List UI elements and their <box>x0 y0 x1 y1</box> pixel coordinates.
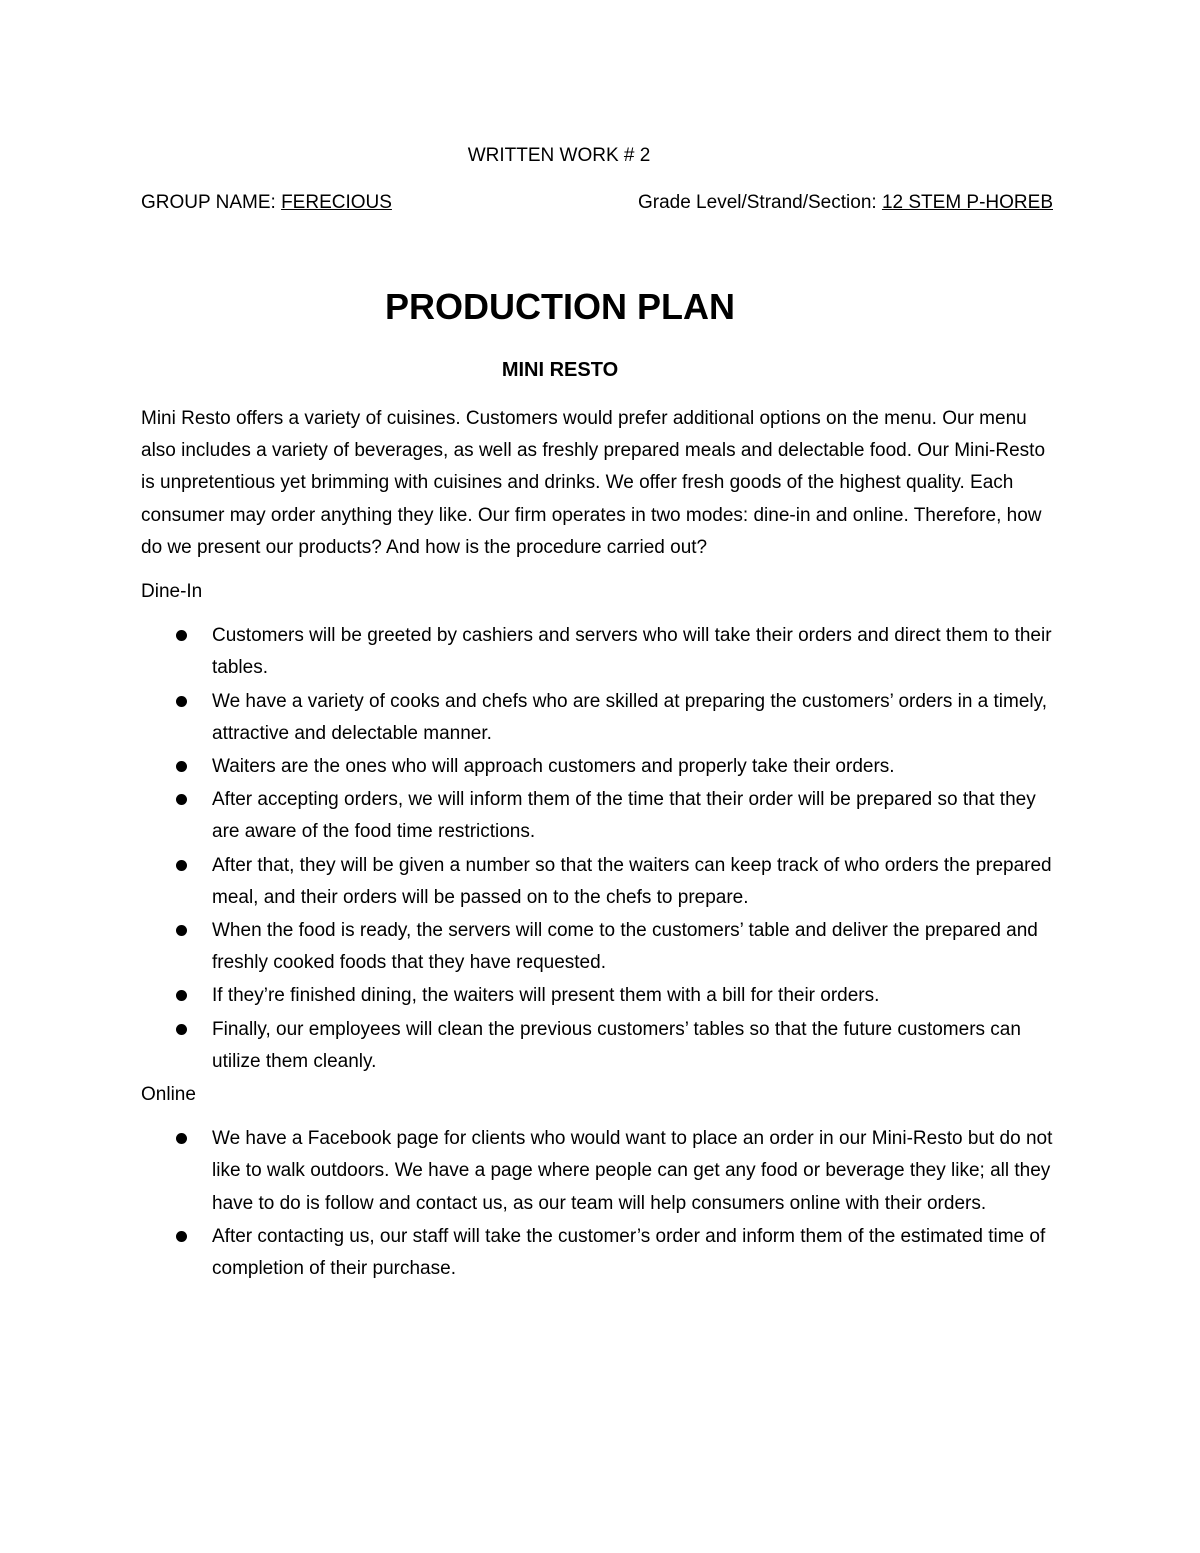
group-name-value: FERECIOUS <box>281 192 392 213</box>
list-item-text: We have a variety of cooks and chefs who are skilled at preparing the customers’ orders in a timely, attractive and delectable manner. <box>212 690 1047 744</box>
page-title: PRODUCTION PLAN <box>385 286 735 327</box>
grade-label: Grade Level/Strand/Section: <box>637 192 882 213</box>
list-item-text: We have a Facebook page for clients who would want to place an order in our Mini-Resto but do not like to walk outdoors. We have a page where people can get any food or beverage they like; all they have to do is follow and contact us, as our team will help consumers online with their orders. <box>212 1128 1053 1214</box>
online-heading: Online <box>141 1084 196 1106</box>
written-work-heading: WRITTEN WORK # 2 <box>467 145 651 166</box>
group-name-label: GROUP NAME: <box>141 192 282 213</box>
dine-in-list <box>141 620 1053 1078</box>
list-item-text: After accepting orders, we will inform them of the time that their order will be prepared so that they are aware of the food time restrictions. <box>212 789 1036 843</box>
list-item <box>141 850 1053 914</box>
bullet-icon <box>176 990 187 1001</box>
list-item-text: If they’re finished dining, the waiters will present them with a bill for their orders. <box>212 985 880 1007</box>
list-item-text: After that, they will be given a number so that the waiters can keep track of who orders the prepared meal, and their orders will be passed on to the chefs to prepare. <box>212 854 1052 908</box>
list-item <box>141 620 1053 684</box>
online-list <box>141 1123 1053 1285</box>
list-item-text: After contacting us, our staff will take the customer’s order and inform them of the estimated time of completion of their purchase. <box>212 1225 1046 1280</box>
page-subtitle: MINI RESTO <box>501 359 619 381</box>
grade-value: 12 STEM P-HOREB <box>881 192 1053 213</box>
bullet-icon <box>176 696 187 707</box>
list-item <box>141 1014 1053 1078</box>
list-item-text: Customers will be greeted by cashiers and servers who will take their orders and direct them to their tables. <box>212 625 1052 679</box>
list-item <box>141 686 1053 750</box>
list-item <box>141 1123 1053 1220</box>
list-item-text: Waiters are the ones who will approach customers and properly take their orders. <box>212 756 895 778</box>
list-item <box>141 980 1053 1012</box>
bullet-icon <box>176 1231 187 1242</box>
bullet-icon <box>176 860 187 871</box>
bullet-icon <box>176 1133 187 1144</box>
bullet-icon <box>176 925 187 936</box>
list-item <box>141 784 1053 848</box>
grade-level-strand-section <box>638 188 1053 218</box>
list-item <box>141 915 1053 979</box>
list-item <box>141 751 1053 783</box>
list-item-text: Finally, our employees will clean the previous customers’ tables so that the future customers can utilize them cleanly. <box>212 1018 1021 1072</box>
bullet-icon <box>176 630 187 641</box>
dine-in-heading: Dine-In <box>141 581 203 603</box>
bullet-icon <box>176 1024 187 1035</box>
list-item-text: When the food is ready, the servers will come to the customers’ table and deliver the prepared and freshly cooked foods that they have requested. <box>212 920 1038 974</box>
bullet-icon <box>176 794 187 805</box>
intro-paragraph: Mini Resto offers a variety of cuisines. Customers would prefer additional options on the menu. Our menu also includes a variety of beverages, as well as freshly prepared meals and delectable food. Our Mini-Resto is unpretentious yet brimming with cuisines and drinks. We offer fresh goods of the highest quality. Each consumer may order anything they like. Our firm operates in two modes: dine-in and online. Therefore, how do we present our products? And how is the procedure carried out? <box>141 408 1046 558</box>
document-body <box>141 403 1053 1286</box>
bullet-icon <box>176 761 187 772</box>
group-name <box>141 188 392 218</box>
document-header-row <box>141 188 1053 218</box>
list-item <box>141 1221 1053 1285</box>
